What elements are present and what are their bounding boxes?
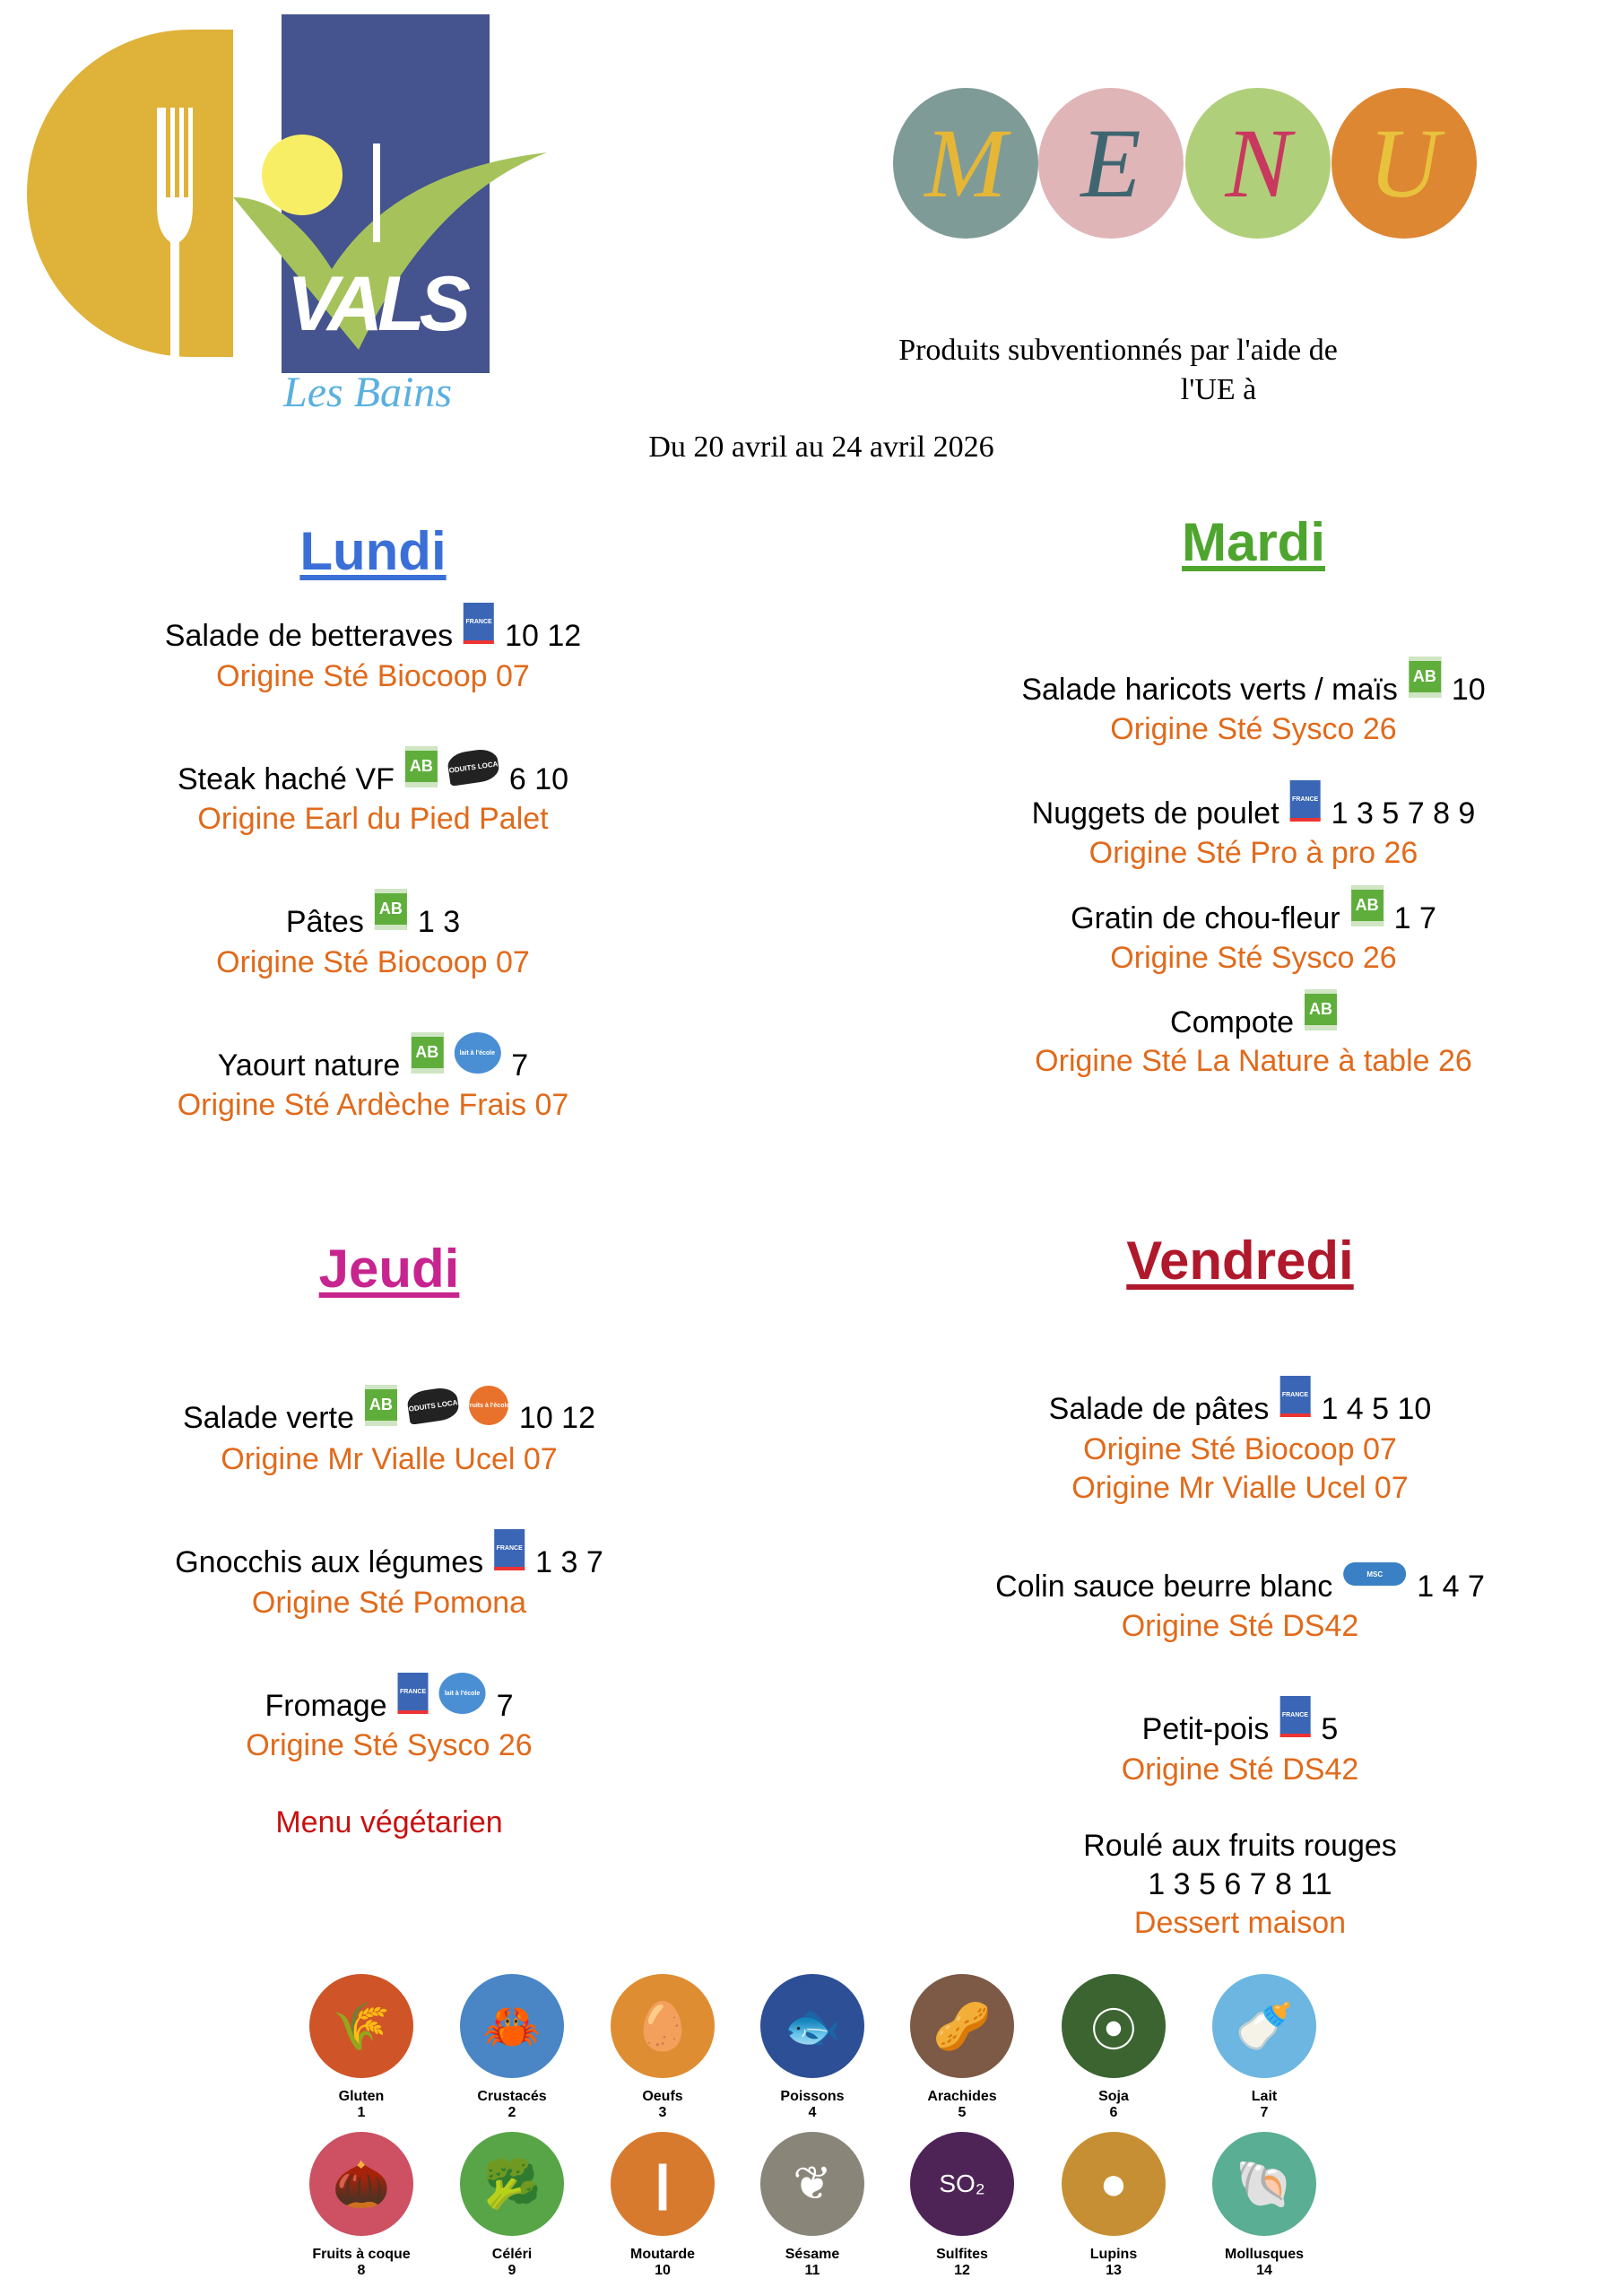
day-heading-mardi: Mardi <box>1181 512 1326 572</box>
allergen-name: Lupins <box>1089 2247 1138 2262</box>
subsidy-line-2: l'UE à <box>1180 373 1257 406</box>
dish-name: Pâtes <box>285 904 364 939</box>
allergen-number: 3 <box>658 2105 667 2120</box>
vegetarian-note: Menu végétarien <box>275 1805 503 1839</box>
dish-name: Salade verte <box>183 1400 354 1435</box>
label-ab-icon: AB <box>405 746 438 787</box>
dish-name: Roulé aux fruits rouges <box>1083 1828 1397 1863</box>
dish-name: Salade haricots verts / maïs <box>1021 672 1398 707</box>
label-ab-icon: AB <box>1351 885 1383 926</box>
allergen-number: 1 <box>357 2105 366 2120</box>
allergen-sulfites <box>910 2132 1014 2279</box>
allergen-codes: 1 3 <box>417 904 461 939</box>
dish-name: Salade de pâtes <box>1048 1391 1270 1426</box>
menu-item <box>1021 667 1486 709</box>
label-ab-icon: AB <box>375 889 407 930</box>
allergen-number: 2 <box>507 2105 516 2120</box>
dish-name: Fromage <box>265 1688 387 1723</box>
menu-item <box>265 1686 514 1726</box>
allergen-codes: 6 10 <box>508 761 569 796</box>
allergen-codes: 10 12 <box>518 1400 595 1435</box>
dish-name: Petit-pois <box>1141 1711 1270 1746</box>
label-lait-icon: lait à l'école <box>439 1673 486 1714</box>
menu-item <box>1083 1826 1397 1866</box>
label-local-icon: PRODUITS LOCAUX <box>406 1386 460 1424</box>
allergen-number: 10 <box>655 2263 671 2278</box>
allergen-codes: 1 4 5 10 <box>1321 1391 1432 1426</box>
egg-icon: 🥚 <box>611 1974 715 2078</box>
label-ab-icon: AB <box>1305 989 1337 1031</box>
origin-text: Dessert maison <box>1133 1905 1347 1940</box>
dish-name: Colin sauce beurre blanc <box>995 1569 1333 1604</box>
origin-text: Origine Sté DS42 <box>1121 1608 1359 1643</box>
allergen-number: 13 <box>1106 2263 1122 2278</box>
origin-text: Origine Sté Biocoop 07 <box>216 658 530 693</box>
crab-icon: 🦀 <box>460 1974 564 2078</box>
dish-name: Nuggets de poulet <box>1031 796 1279 831</box>
label-france-icon: FRANCE <box>1290 780 1321 822</box>
menu-item <box>286 902 460 942</box>
dish-name: Yaourt nature <box>217 1048 401 1083</box>
vals-logo-text: VALS <box>287 261 465 347</box>
dish-name: Compote <box>1170 1004 1294 1039</box>
label-lait-icon: lait à l'école <box>454 1032 500 1074</box>
celery-icon: 🥦 <box>460 2132 564 2236</box>
menu-item <box>1071 896 1436 938</box>
label-fruit-icon: fruits à l'école <box>469 1386 508 1425</box>
label-france-icon: FRANCE <box>464 603 494 644</box>
milk-bottle-icon: 🍼 <box>1212 1974 1316 2078</box>
label-ab-icon: AB <box>411 1032 443 1074</box>
menu-letter-circle: M <box>893 88 1038 239</box>
date-range: Du 20 avril au 24 avril 2026 <box>648 430 994 464</box>
label-france-icon: FRANCE <box>1279 1696 1310 1737</box>
allergen-codes: 7 <box>496 1688 514 1723</box>
origin-text: Origine Sté DS42 <box>1121 1752 1359 1787</box>
wheat-icon: 🌾 <box>309 1974 413 2078</box>
dish-name: Gnocchis aux légumes <box>175 1544 484 1579</box>
day-heading-jeudi: Jeudi <box>318 1239 460 1299</box>
lupin-icon: ● <box>1062 2132 1166 2236</box>
dish-name: Salade de betteraves <box>164 618 454 653</box>
allergen-oeufs <box>611 1974 715 2121</box>
allergen-number: 7 <box>1260 2105 1269 2120</box>
label-local-icon: PRODUITS LOCAUX <box>447 747 500 786</box>
allergen-name: Arachides <box>927 2089 997 2104</box>
allergen-number: 5 <box>958 2105 967 2120</box>
menu-item <box>995 1567 1485 1606</box>
sulfite-icon: SO₂ <box>910 2132 1014 2236</box>
allergen-codes: 1 3 5 7 8 9 <box>1331 796 1476 831</box>
allergen-mollusques <box>1212 2132 1316 2279</box>
allergen-name: Gluten <box>338 2089 385 2104</box>
allergen-codes: 1 4 7 <box>1417 1569 1485 1604</box>
allergen-soja <box>1062 1974 1166 2121</box>
allergen-number: 8 <box>357 2263 366 2278</box>
allergen-poissons <box>760 1974 864 2121</box>
label-france-icon: FRANCE <box>494 1529 525 1570</box>
allergen-codes: 1 3 5 6 7 8 11 <box>1148 1866 1332 1901</box>
nut-icon: 🌰 <box>309 2132 413 2236</box>
allergen-codes: 10 <box>1451 672 1486 707</box>
allergen-lupins <box>1062 2132 1166 2279</box>
origin-text: Origine Sté Biocoop 07 <box>216 944 530 979</box>
dish-name: Steak haché VF <box>177 761 395 796</box>
origin-text: Origine Sté La Nature à table 26 <box>1035 1043 1472 1078</box>
allergen-number: 12 <box>954 2263 970 2278</box>
menu-item <box>175 1543 603 1582</box>
allergen-number: 11 <box>804 2263 820 2278</box>
plate-logo-shape <box>27 30 233 357</box>
menu-item <box>177 757 569 799</box>
allergen-lait <box>1212 1974 1316 2121</box>
allergen-name: Sésame <box>785 2247 840 2262</box>
origin-text: Origine Sté Pomona <box>251 1585 527 1620</box>
sesame-icon: ❦ <box>760 2132 864 2236</box>
origin-text: Origine Mr Vialle Ucel 07 <box>221 1441 558 1476</box>
allergen-codes: 1 7 <box>1393 900 1436 935</box>
origin-text: Origine Sté Biocoop 07 <box>1083 1431 1397 1466</box>
menu-letter-circle: U <box>1331 88 1477 239</box>
menu-item <box>1142 1709 1339 1749</box>
origin-text: Origine Sté Sysco 26 <box>246 1727 533 1762</box>
menu-item <box>183 1398 595 1438</box>
label-ab-icon: AB <box>1409 657 1441 698</box>
allergen-name: Soja <box>1098 2089 1129 2104</box>
allergen-number: 9 <box>507 2263 516 2278</box>
origin-text: Origine Mr Vialle Ucel 07 <box>1071 1470 1409 1505</box>
fork-icon <box>152 108 197 359</box>
allergen-number: 6 <box>1109 2105 1118 2120</box>
peanut-icon: 🥜 <box>910 1974 1014 2078</box>
allergen-moutarde <box>611 2132 715 2279</box>
allergen-codes: 1 3 7 <box>535 1544 603 1579</box>
allergen-arachides <box>910 1974 1014 2121</box>
dish-name: Gratin de chou-fleur <box>1071 900 1340 935</box>
allergen-name: Moutarde <box>630 2247 695 2262</box>
day-heading-vendredi: Vendredi <box>1126 1231 1354 1291</box>
allergen-codes: 5 <box>1321 1711 1339 1746</box>
menu-letter-circle: E <box>1038 88 1184 239</box>
mustard-icon: ❙ <box>611 2132 715 2236</box>
allergen-name: Céléri <box>491 2247 533 2262</box>
allergen-name: Lait <box>1251 2089 1278 2104</box>
les-bains-logo-text: Les Bains <box>283 369 453 416</box>
menu-item <box>1049 1389 1432 1429</box>
allergen-crustac-s <box>460 1974 564 2121</box>
allergen-name: Crustacés <box>477 2089 547 2104</box>
menu-item <box>217 1043 529 1085</box>
allergen-c-l-ri <box>460 2132 564 2279</box>
label-ab-icon: AB <box>365 1385 397 1426</box>
allergen-codes: 10 12 <box>505 618 582 653</box>
allergen-fruits-coque <box>309 2132 413 2279</box>
allergen-name: Mollusques <box>1224 2247 1304 2262</box>
subsidy-line-1: Produits subventionnés par l'aide de <box>898 334 1338 367</box>
allergen-number: 14 <box>1256 2263 1272 2278</box>
label-msc-icon: MSC <box>1343 1562 1406 1586</box>
allergen-name: Oeufs <box>642 2089 683 2104</box>
allergen-name: Fruits à coque <box>312 2247 411 2262</box>
fish-icon: 🐟 <box>760 1974 864 2078</box>
shell-icon: 🐚 <box>1212 2132 1316 2236</box>
menu-letter-circle: N <box>1185 88 1331 239</box>
allergen-number: 4 <box>808 2105 817 2120</box>
menu-item <box>1170 1000 1337 1042</box>
origin-text: Origine Sté Sysco 26 <box>1110 711 1397 746</box>
menu-item <box>165 616 581 656</box>
allergen-name: Sulfites <box>936 2247 988 2262</box>
label-france-icon: FRANCE <box>1279 1376 1310 1417</box>
allergen-codes: 7 <box>511 1048 529 1083</box>
day-heading-lundi: Lundi <box>299 521 447 581</box>
origin-text: Origine Sté Pro à pro 26 <box>1089 835 1418 870</box>
origin-text: Origine Sté Sysco 26 <box>1110 940 1397 975</box>
origin-text: Origine Sté Ardèche Frais 07 <box>177 1087 569 1122</box>
allergen-gluten <box>309 1974 413 2121</box>
allergen-name: Poissons <box>780 2089 845 2104</box>
allergen-s-same <box>760 2132 864 2279</box>
origin-text: Origine Earl du Pied Palet <box>197 801 549 836</box>
label-france-icon: FRANCE <box>398 1673 429 1714</box>
menu-item <box>1032 794 1476 833</box>
soy-icon: ⦿ <box>1062 1974 1166 2078</box>
